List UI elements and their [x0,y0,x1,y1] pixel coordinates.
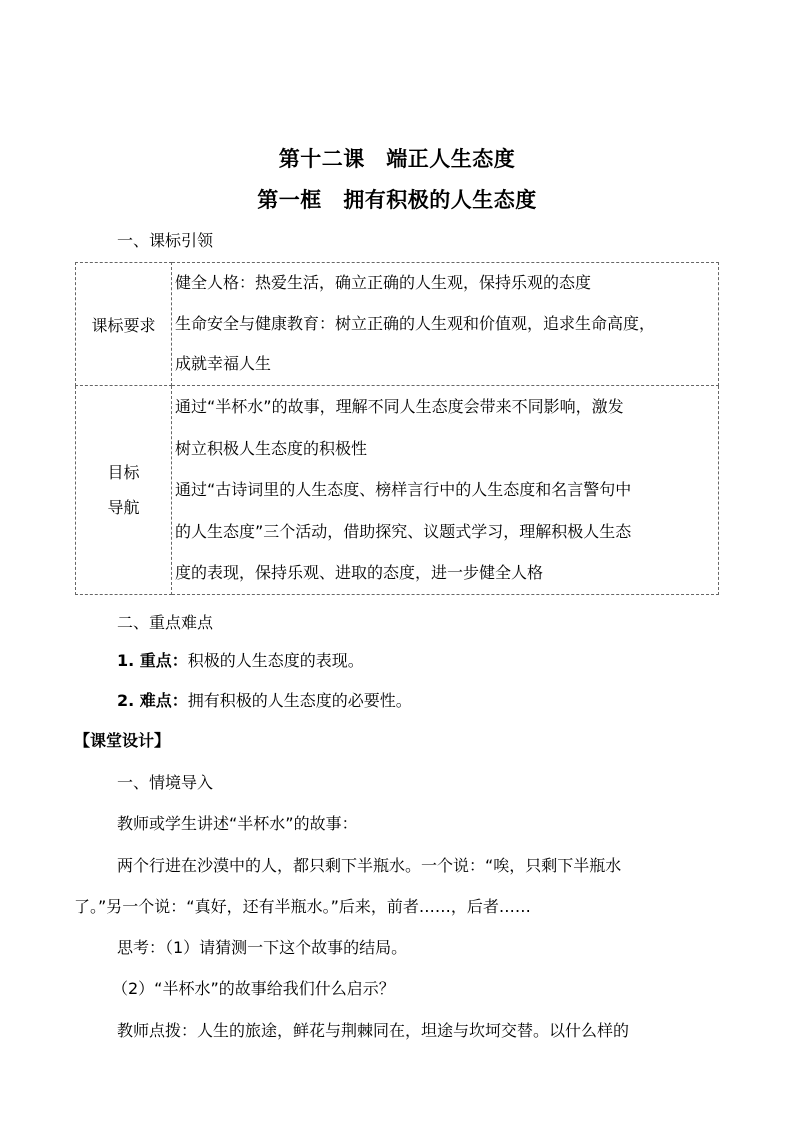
question-1: 思考：（1）请猜测一下这个故事的结局。 [117,938,408,957]
goals-label-cell [76,386,172,595]
goals-line: 树立积极人生态度的积极性 [175,438,368,458]
standards-content-cell [172,263,719,386]
body-paragraph: 教师或学生讲述“半杯水”的故事： [117,814,358,833]
standards-label-cell [76,263,172,386]
question-2: （2）“半杯水”的故事给我们什么启示？ [112,979,395,998]
goals-line: 通过“半杯水”的故事，理解不同人生态度会带来不同影响，激发 [175,397,624,417]
lesson-title: 第十二课 端正人生态度 [278,147,516,171]
class-design-heading: 【课堂设计】 [74,731,171,750]
curriculum-table [75,262,719,595]
section-heading-1: 一、课标引领 [117,231,214,250]
table-row-goals [76,386,719,595]
section-heading-3: 一、情境导入 [117,773,214,792]
difficult-point-text: 拥有积极的人生态度的必要性。 [187,691,412,710]
goals-line: 的人生态度”三个活动，借助探究、议题式学习，理解积极人生态 [175,521,632,541]
standards-line: 健全人格：热爱生活，确立正确的人生观，保持乐观的态度 [175,273,592,292]
section-heading-2: 二、重点难点 [117,613,214,632]
goals-label-line: 目标 [107,463,140,483]
teacher-guidance: 教师点拨：人生的旅途，鲜花与荆棘同在，坦途与坎坷交替。以什么样的 [117,1021,630,1040]
body-paragraph: 两个行进在沙漠中的人，都只剩下半瓶水。一个说：“唉，只剩下半瓶水 [117,856,622,875]
difficult-point [117,690,412,712]
section-title: 第一框 拥有积极的人生态度 [257,188,537,212]
key-point-label: 1. 重点： [117,651,188,670]
goals-line: 度的表现，保持乐观、进取的态度，进一步健全人格 [175,563,544,583]
standards-label: 课标要求 [91,315,156,335]
body-paragraph: 了。”另一个说：“真好，还有半瓶水。”后来，前者……，后者…… [74,897,531,916]
table-row-standards [76,263,719,386]
key-point-text: 积极的人生态度的表现。 [187,651,364,670]
standards-line: 成就幸福人生 [175,354,272,374]
goals-line: 通过“古诗词里的人生态度、榜样言行中的人生态度和名言警句中 [175,480,632,500]
key-point [117,650,364,672]
goals-label-line: 导航 [107,498,140,518]
difficult-point-label: 2. 难点： [117,691,188,710]
standards-line: 生命安全与健康教育：树立正确的人生观和价值观，追求生命高度， [175,313,656,333]
goals-content-cell [172,386,719,595]
